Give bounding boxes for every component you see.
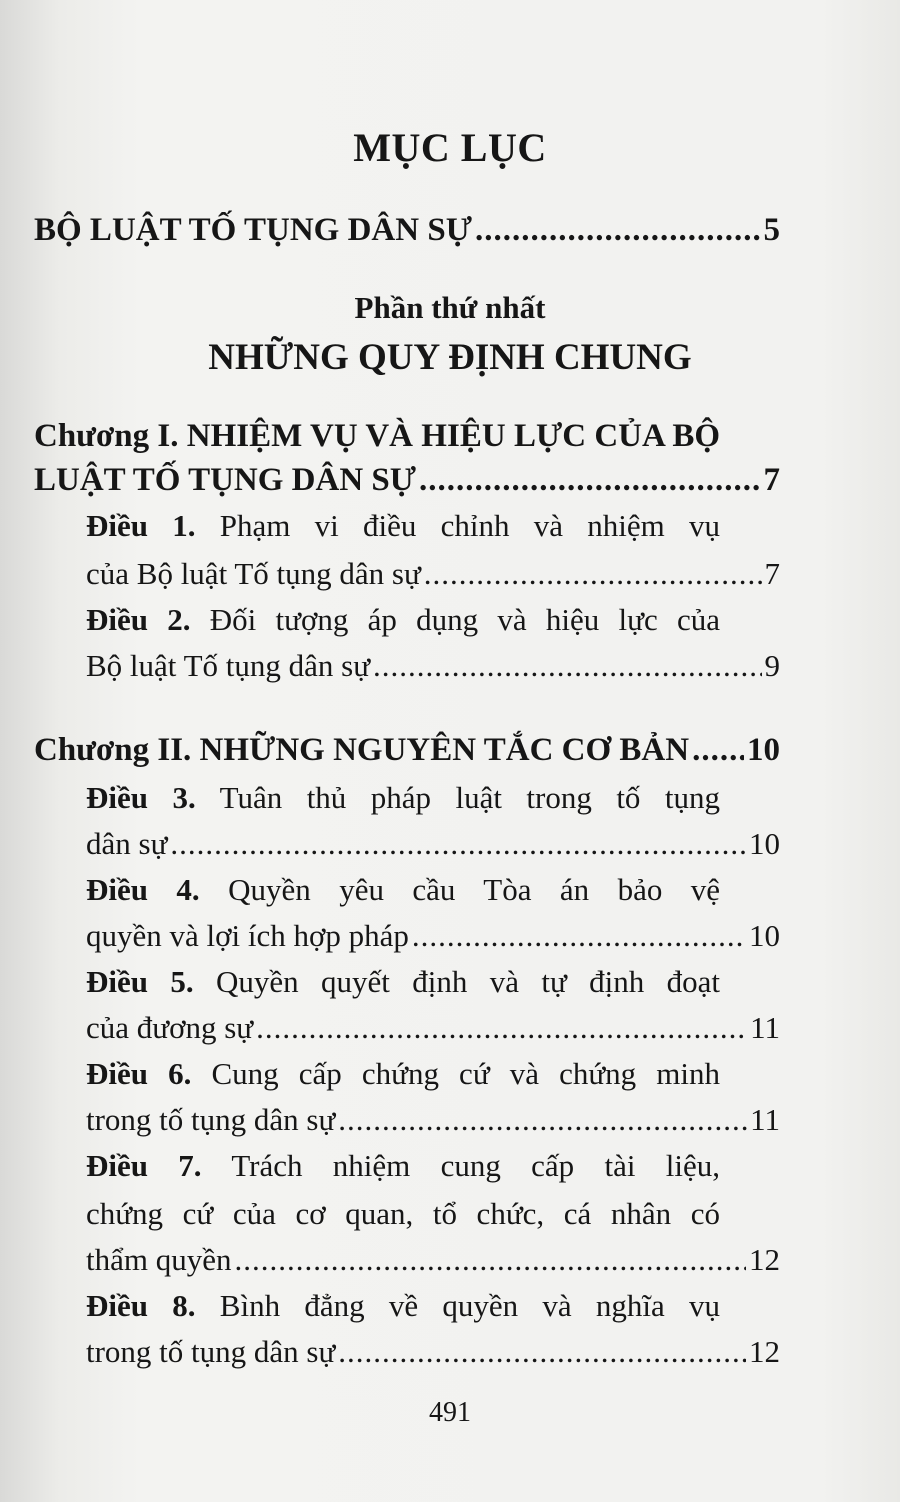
entry-text: BỘ LUẬT TỐ TỤNG DÂN SỰ [34,212,472,248]
entry-page: 10 [747,732,780,768]
entry-text: thẩm quyền [86,1242,232,1277]
toc-entry-article1 [86,556,780,592]
leader-dots [338,1334,746,1370]
leader-dots [692,732,744,769]
entry-text: trong tố tụng dân sự [86,1102,336,1137]
leader-dots [338,1102,747,1138]
article-label: Điều 5. [86,964,194,999]
article-title: Quyền quyết định và tự định đoạt [216,964,721,999]
leader-dots [424,556,762,592]
toc-entry-article7 [86,1242,780,1278]
toc-entry-chapter1 [34,462,780,499]
article-title: Cung cấp chứng cứ và chứng minh [211,1056,720,1091]
entry-page: 11 [750,1010,780,1045]
toc-entry-chapter2 [34,732,780,769]
entry-page: 11 [750,1102,780,1137]
article-title: Phạm vi điều chỉnh và nhiệm vụ [219,508,721,543]
part-label: Phần thứ nhất [354,290,546,325]
entry-text: của Bộ luật Tố tụng dân sự [86,556,421,591]
article-title: Đối tượng áp dụng và hiệu lực của [209,602,721,637]
entry-page: 7 [764,556,780,591]
entry-text: dân sự [86,826,168,861]
toc-entry-article4 [86,918,780,954]
leader-dots [412,918,746,954]
entry-page: 10 [749,918,780,953]
article-title: Trách nhiệm cung cấp tài liệu, [231,1148,721,1183]
article-label: Điều 8. [86,1288,196,1323]
toc-entry-code [34,212,780,249]
article1-line1 [86,508,720,544]
chapter1-line1: Chương I. NHIỆM VỤ VÀ HIỆU LỰC CỦA BỘ [34,418,720,454]
article-label: Điều 7. [86,1148,202,1183]
toc-entry-article3 [86,826,780,862]
entry-page: 10 [749,826,780,861]
toc-entry-article6 [86,1102,780,1138]
leader-dots [170,826,746,862]
page-number: 491 [429,1397,471,1428]
article-title: Quyền yêu cầu Tòa án bảo vệ [228,872,721,907]
entry-text: của đương sự [86,1010,254,1045]
leader-dots [256,1010,747,1046]
entry-text: Chương II. NHỮNG NGUYÊN TẮC CƠ BẢN [34,732,690,768]
article-label: Điều 1. [86,508,196,543]
toc-entry-article2 [86,648,780,684]
entry-page: 9 [764,648,780,683]
leader-dots [475,212,761,249]
article-title: Bình đẳng về quyền và nghĩa vụ [219,1288,721,1323]
article5-line1 [86,964,720,1000]
part-title: NHỮNG QUY ĐỊNH CHUNG [208,337,692,378]
entry-page: 5 [763,212,780,248]
entry-page: 12 [749,1334,780,1369]
article-label: Điều 2. [86,602,191,637]
article-label: Điều 3. [86,780,196,815]
article-label: Điều 6. [86,1056,192,1091]
article7-line2: chứng cứ của cơ quan, tổ chức, cá nhân có [86,1196,720,1231]
leader-dots [419,462,760,499]
toc-title: MỤC LỤC [353,125,547,170]
toc-entry-article8 [86,1334,780,1370]
leader-dots [373,648,761,684]
entry-page: 7 [763,462,780,498]
toc-entry-article5 [86,1010,780,1046]
entry-text: LUẬT TỐ TỤNG DÂN SỰ [34,462,417,498]
entry-text: Bộ luật Tố tụng dân sự [86,648,371,683]
entry-page: 12 [749,1242,780,1277]
article2-line1 [86,602,720,638]
entry-text: quyền và lợi ích hợp pháp [86,918,409,953]
article-label: Điều 4. [86,872,200,907]
article7-line1 [86,1148,720,1184]
article3-line1 [86,780,720,816]
leader-dots [235,1242,747,1278]
article6-line1 [86,1056,720,1092]
article8-line1 [86,1288,720,1324]
article-title: Tuân thủ pháp luật trong tố tụng [219,780,721,815]
entry-text: trong tố tụng dân sự [86,1334,336,1369]
article4-line1 [86,872,720,908]
